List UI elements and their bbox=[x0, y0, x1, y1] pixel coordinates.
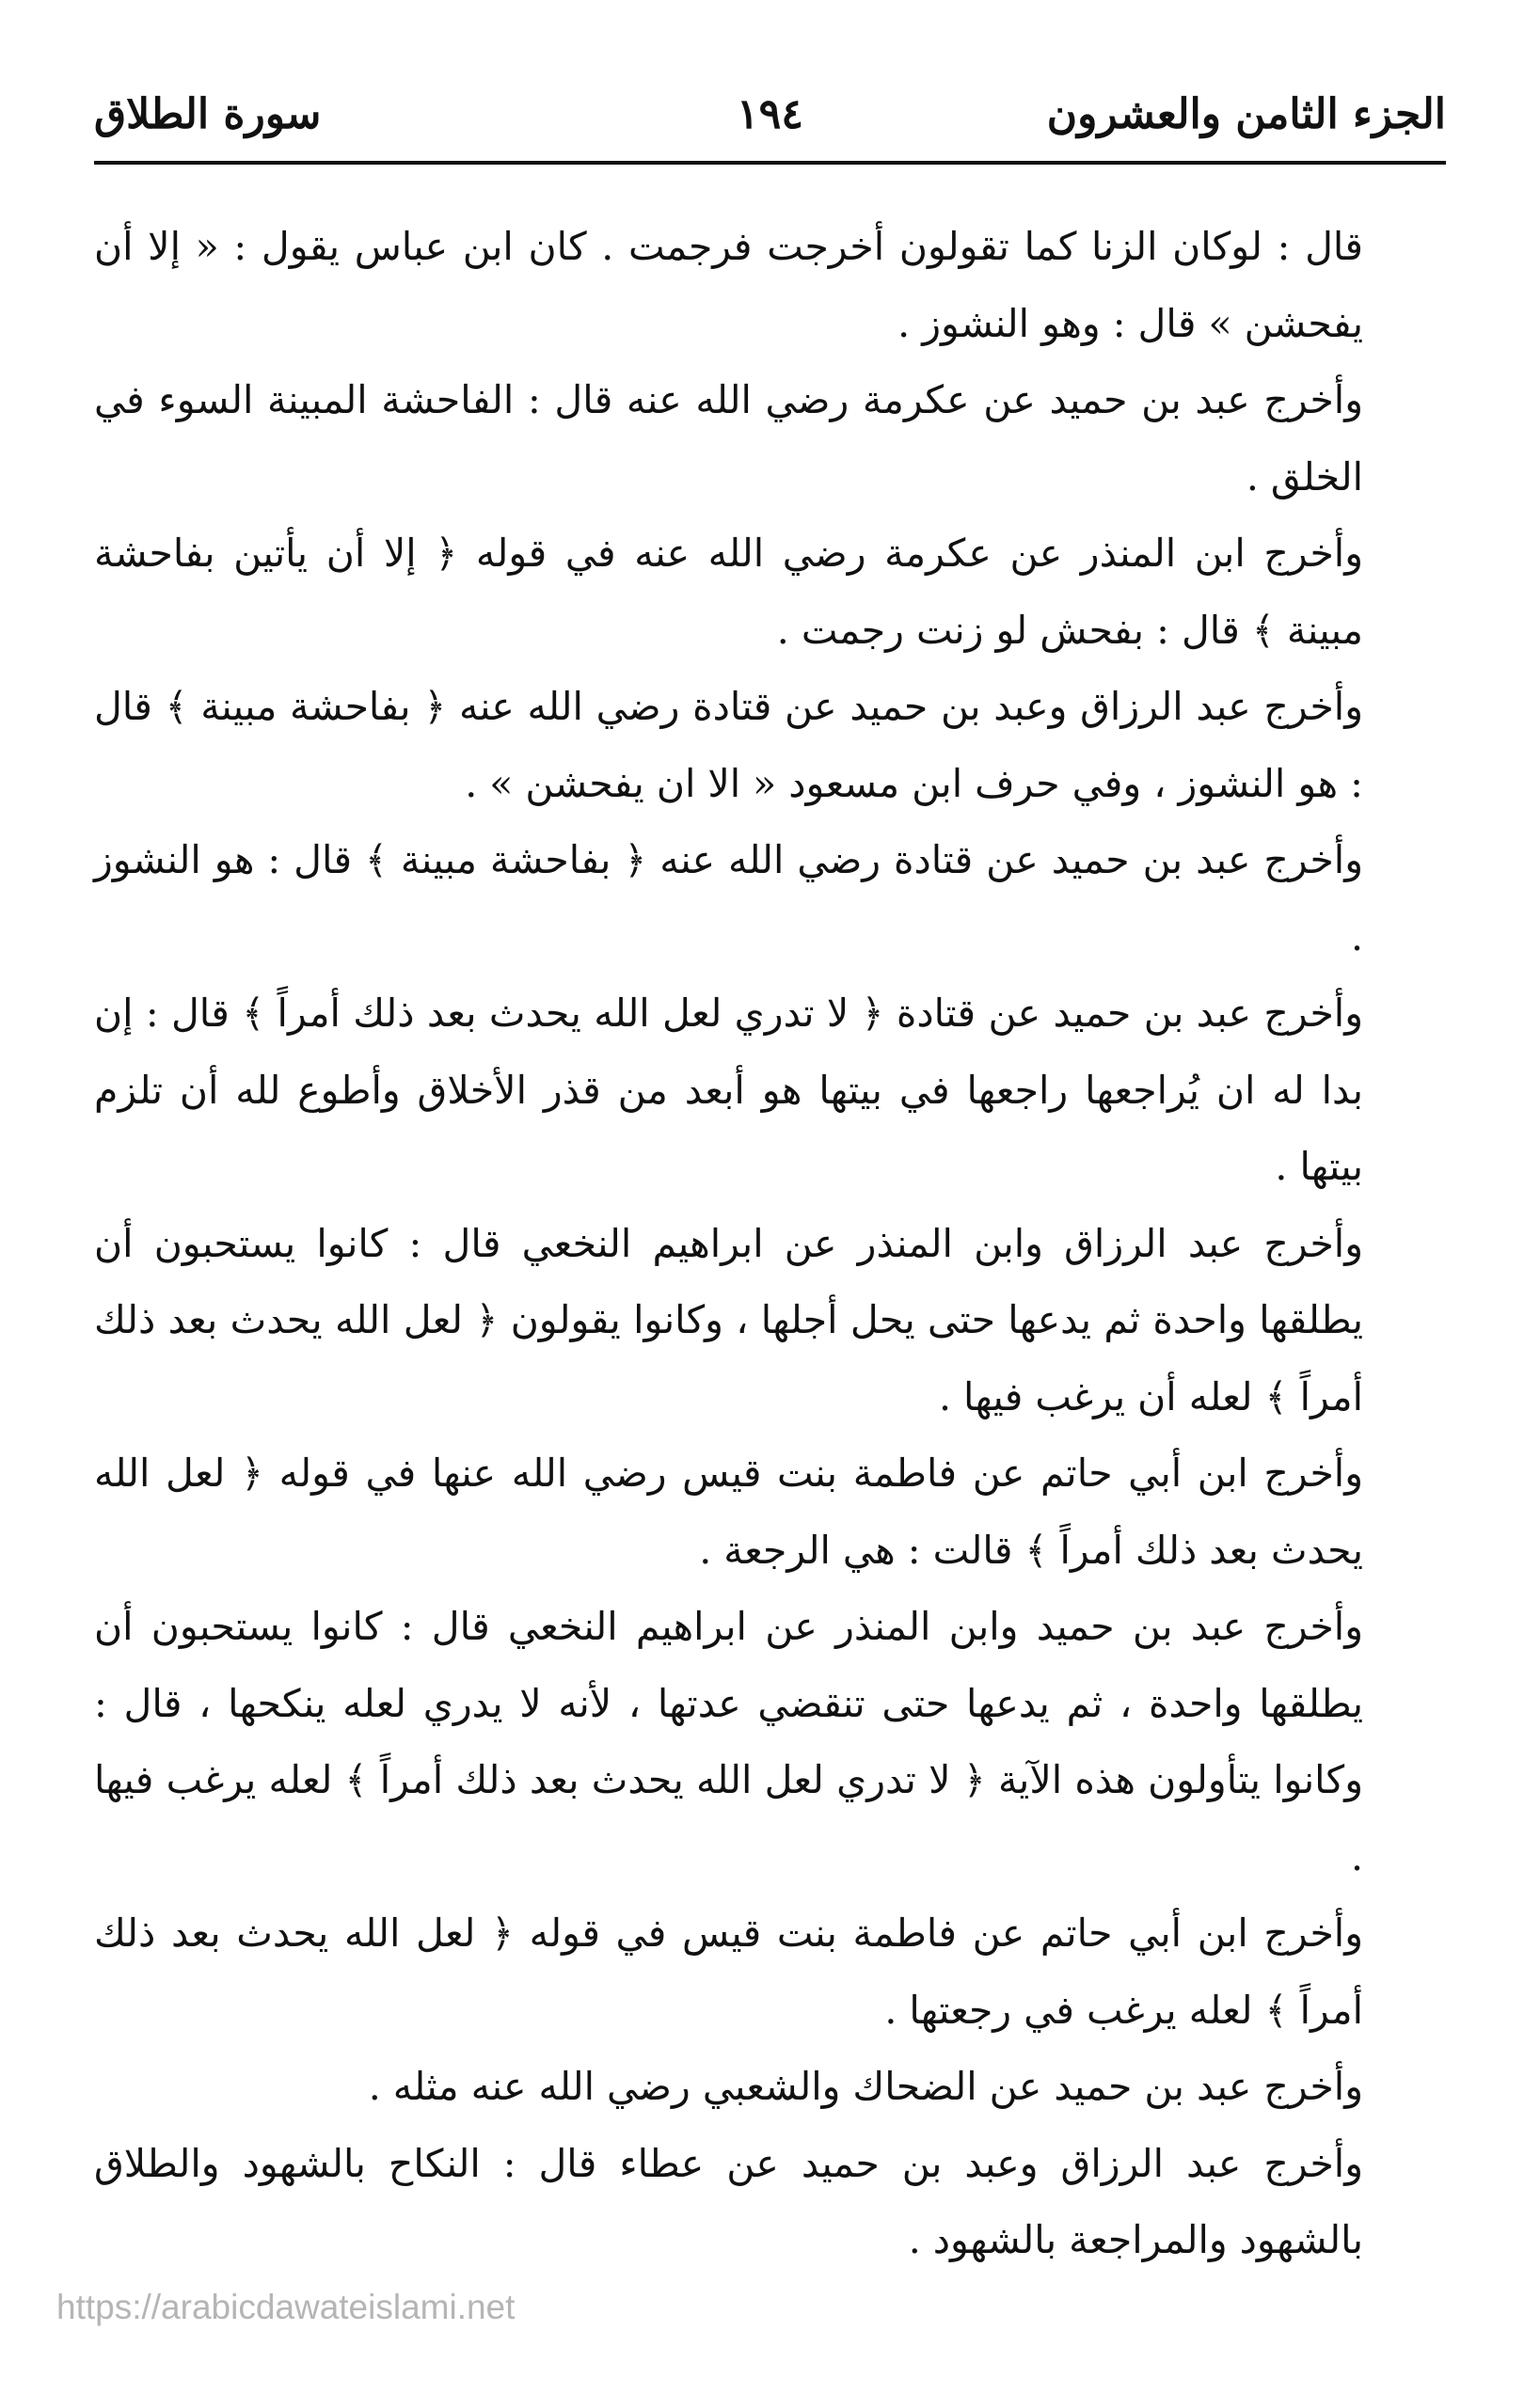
page-body bbox=[94, 209, 1363, 2279]
paragraph-1: قال : لوكان الزنا كما تقولون أخرجت فرجمت . كان ابن عباس يقول : « إلا أن يفحشن » قال : وهو النشوز . bbox=[94, 224, 1363, 346]
page-header bbox=[94, 77, 1446, 152]
paragraph-4: وأخرج عبد الرزاق وعبد بن حميد عن قتادة رضي الله عنه ﴿ بفاحشة مبينة ﴾ قال : هو النشوز ، وفي حرف ابن مسعود « الا ان يفحشن » . bbox=[94, 684, 1363, 806]
paragraph-12: وأخرج عبد الرزاق وعبد بن حميد عن عطاء قال : النكاح بالشهود والطلاق بالشهود والمراجعة بالشهود . bbox=[94, 2140, 1363, 2262]
paragraph-11: وأخرج عبد بن حميد عن الضحاك والشعبي رضي الله عنه مثله . bbox=[368, 2064, 1363, 2109]
paragraph-8: وأخرج ابن أبي حاتم عن فاطمة بنت قيس رضي الله عنها في قوله ﴿ لعل الله يحدث بعد ذلك أمراً ﴾ قالت : هي الرجعة . bbox=[94, 1451, 1363, 1573]
watermark-url: https://arabicdawateislami.net bbox=[56, 2288, 516, 2326]
surah-title: سورة الطلاق bbox=[94, 90, 322, 138]
paragraph-9: وأخرج عبد بن حميد وابن المنذر عن ابراهيم النخعي قال : كانوا يستحبون أن يطلقها واحدة ، ثم يدعها حتى تنقضي عدتها ، لأنه لا يدري لعله ينكحها ، قال : وكانوا يتأولون هذه الآية ﴿ لا تدري لعل الله يحدث بعد ذلك أمراً ﴾ لعله يرغب فيها . bbox=[94, 1604, 1363, 1879]
page-number: ١٩٤ bbox=[737, 90, 803, 138]
paragraph-3: وأخرج ابن المنذر عن عكرمة رضي الله عنه في قوله ﴿ إلا أن يأتين بفاحشة مبينة ﴾ قال : بفحش لو زنت رجمت . bbox=[94, 531, 1363, 653]
paragraph-6: وأخرج عبد بن حميد عن قتادة ﴿ لا تدري لعل الله يحدث بعد ذلك أمراً ﴾ قال : إن بدا له ان يُراجعها راجعها في بيتها هو أبعد من قذر الأخلاق وأطوع لله أن تلزم بيتها . bbox=[94, 991, 1363, 1189]
header-rule bbox=[94, 161, 1446, 165]
paragraph-5: وأخرج عبد بن حميد عن قتادة رضي الله عنه ﴿ بفاحشة مبينة ﴾ قال : هو النشوز . bbox=[94, 837, 1363, 959]
juz-title: الجزء الثامن والعشرون bbox=[1046, 90, 1446, 138]
paragraph-7: وأخرج عبد الرزاق وابن المنذر عن ابراهيم النخعي قال : كانوا يستحبون أن يطلقها واحدة ثم يدعها حتى يحل أجلها ، وكانوا يقولون ﴿ لعل الله يحدث بعد ذلك أمراً ﴾ لعله أن يرغب فيها . bbox=[94, 1220, 1363, 1419]
paragraph-2: وأخرج عبد بن حميد عن عكرمة رضي الله عنه قال : الفاحشة المبينة السوء في الخلق . bbox=[94, 377, 1363, 499]
paragraph-10: وأخرج ابن أبي حاتم عن فاطمة بنت قيس في قوله ﴿ لعل الله يحدث بعد ذلك أمراً ﴾ لعله يرغب في رجعتها . bbox=[94, 1910, 1363, 2033]
